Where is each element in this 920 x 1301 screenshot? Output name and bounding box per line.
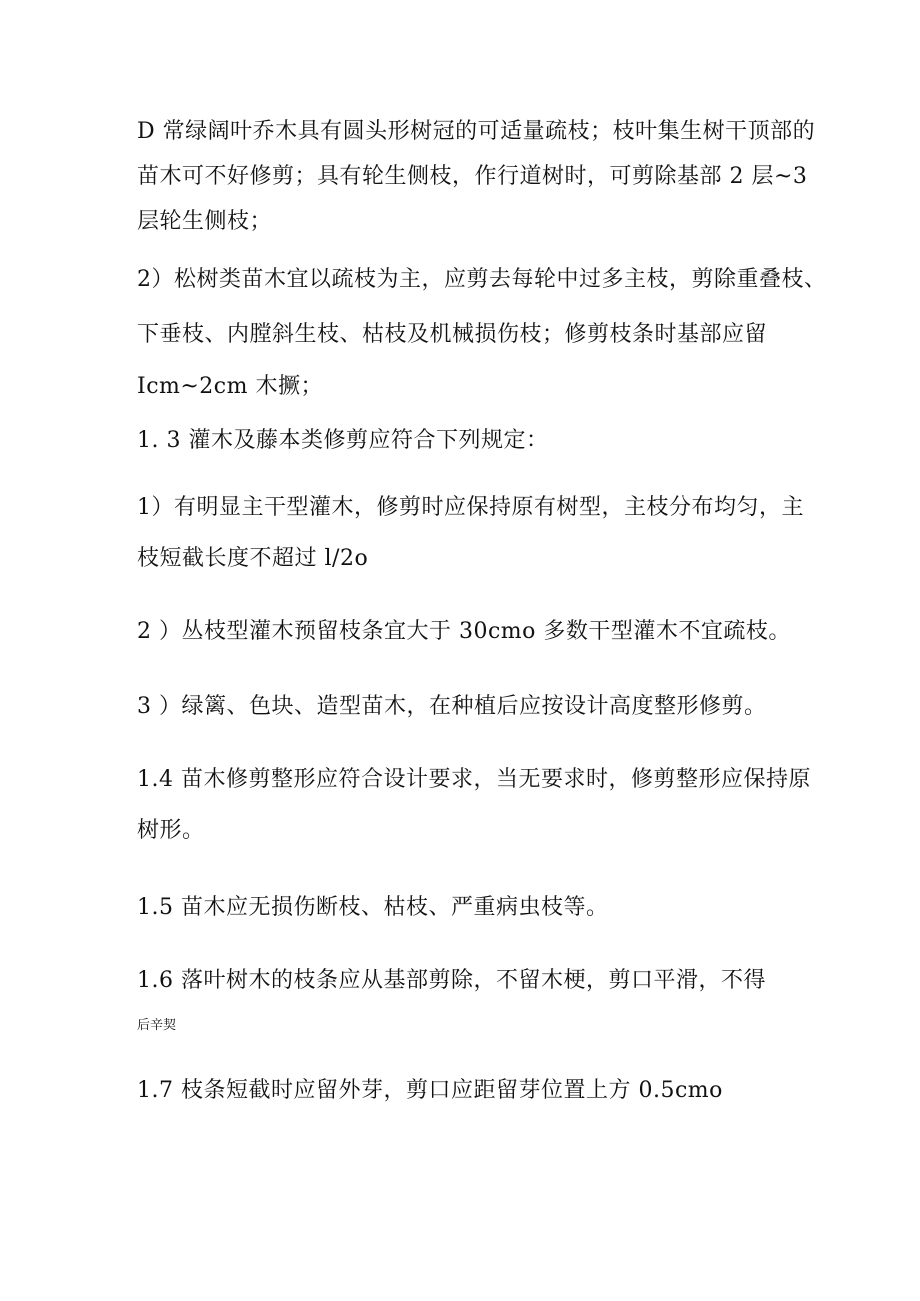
text-line-10: 2 ）丛枝型灌木预留枝条宜大于 30cmo 多数干型灌木不宜疏枝。 (137, 619, 791, 644)
text-line-2: 苗木可不好修剪；具有轮生侧枝，作行道树时，可剪除基部 2 层~3 (137, 164, 808, 189)
text-line-4: 2）松树类苗木宜以疏枝为主，应剪去每轮中过多主枝，剪除重叠枝、 (137, 267, 827, 292)
text-line-13: 树形。 (137, 818, 205, 843)
text-line-5: 下垂枝、内膛斜生枝、枯枝及机械损伤枝；修剪枝条时基部应留 (137, 322, 768, 347)
text-line-11: 3 ）绿篱、色块、造型苗木，在种植后应按设计高度整形修剪。 (137, 694, 767, 719)
section-1-5: 1.5 苗木应无损伤断枝、枯枝、严重病虫枝等。 (137, 895, 609, 920)
section-1-4: 1.4 苗木修剪整形应符合设计要求，当无要求时，修剪整形应保持原 (137, 767, 811, 792)
text-line-3: 层轮生侧枝； (137, 209, 273, 234)
text-line-9: 枝短截长度不超过 l/2o (137, 546, 369, 571)
text-line-8: 1）有明显主干型灌木，修剪时应保持原有树型，主枝分布均匀，主 (137, 495, 804, 520)
small-note: 后辛契 (137, 1018, 177, 1033)
section-1-6: 1.6 落叶树木的枝条应从基部剪除，不留木梗，剪口平滑，不得 (137, 968, 766, 993)
text-line-6: Icm~2cm 木撅； (137, 374, 323, 399)
section-heading-1-3: 1. 3 灌木及藤本类修剪应符合下列规定： (137, 428, 549, 453)
section-1-7: 1.7 枝条短截时应留外芽，剪口应距留芽位置上方 0.5cmo (137, 1078, 723, 1103)
text-line-1: D 常绿阔叶乔木具有圆头形树冠的可适量疏枝；枝叶集生树干顶部的 (137, 119, 816, 144)
